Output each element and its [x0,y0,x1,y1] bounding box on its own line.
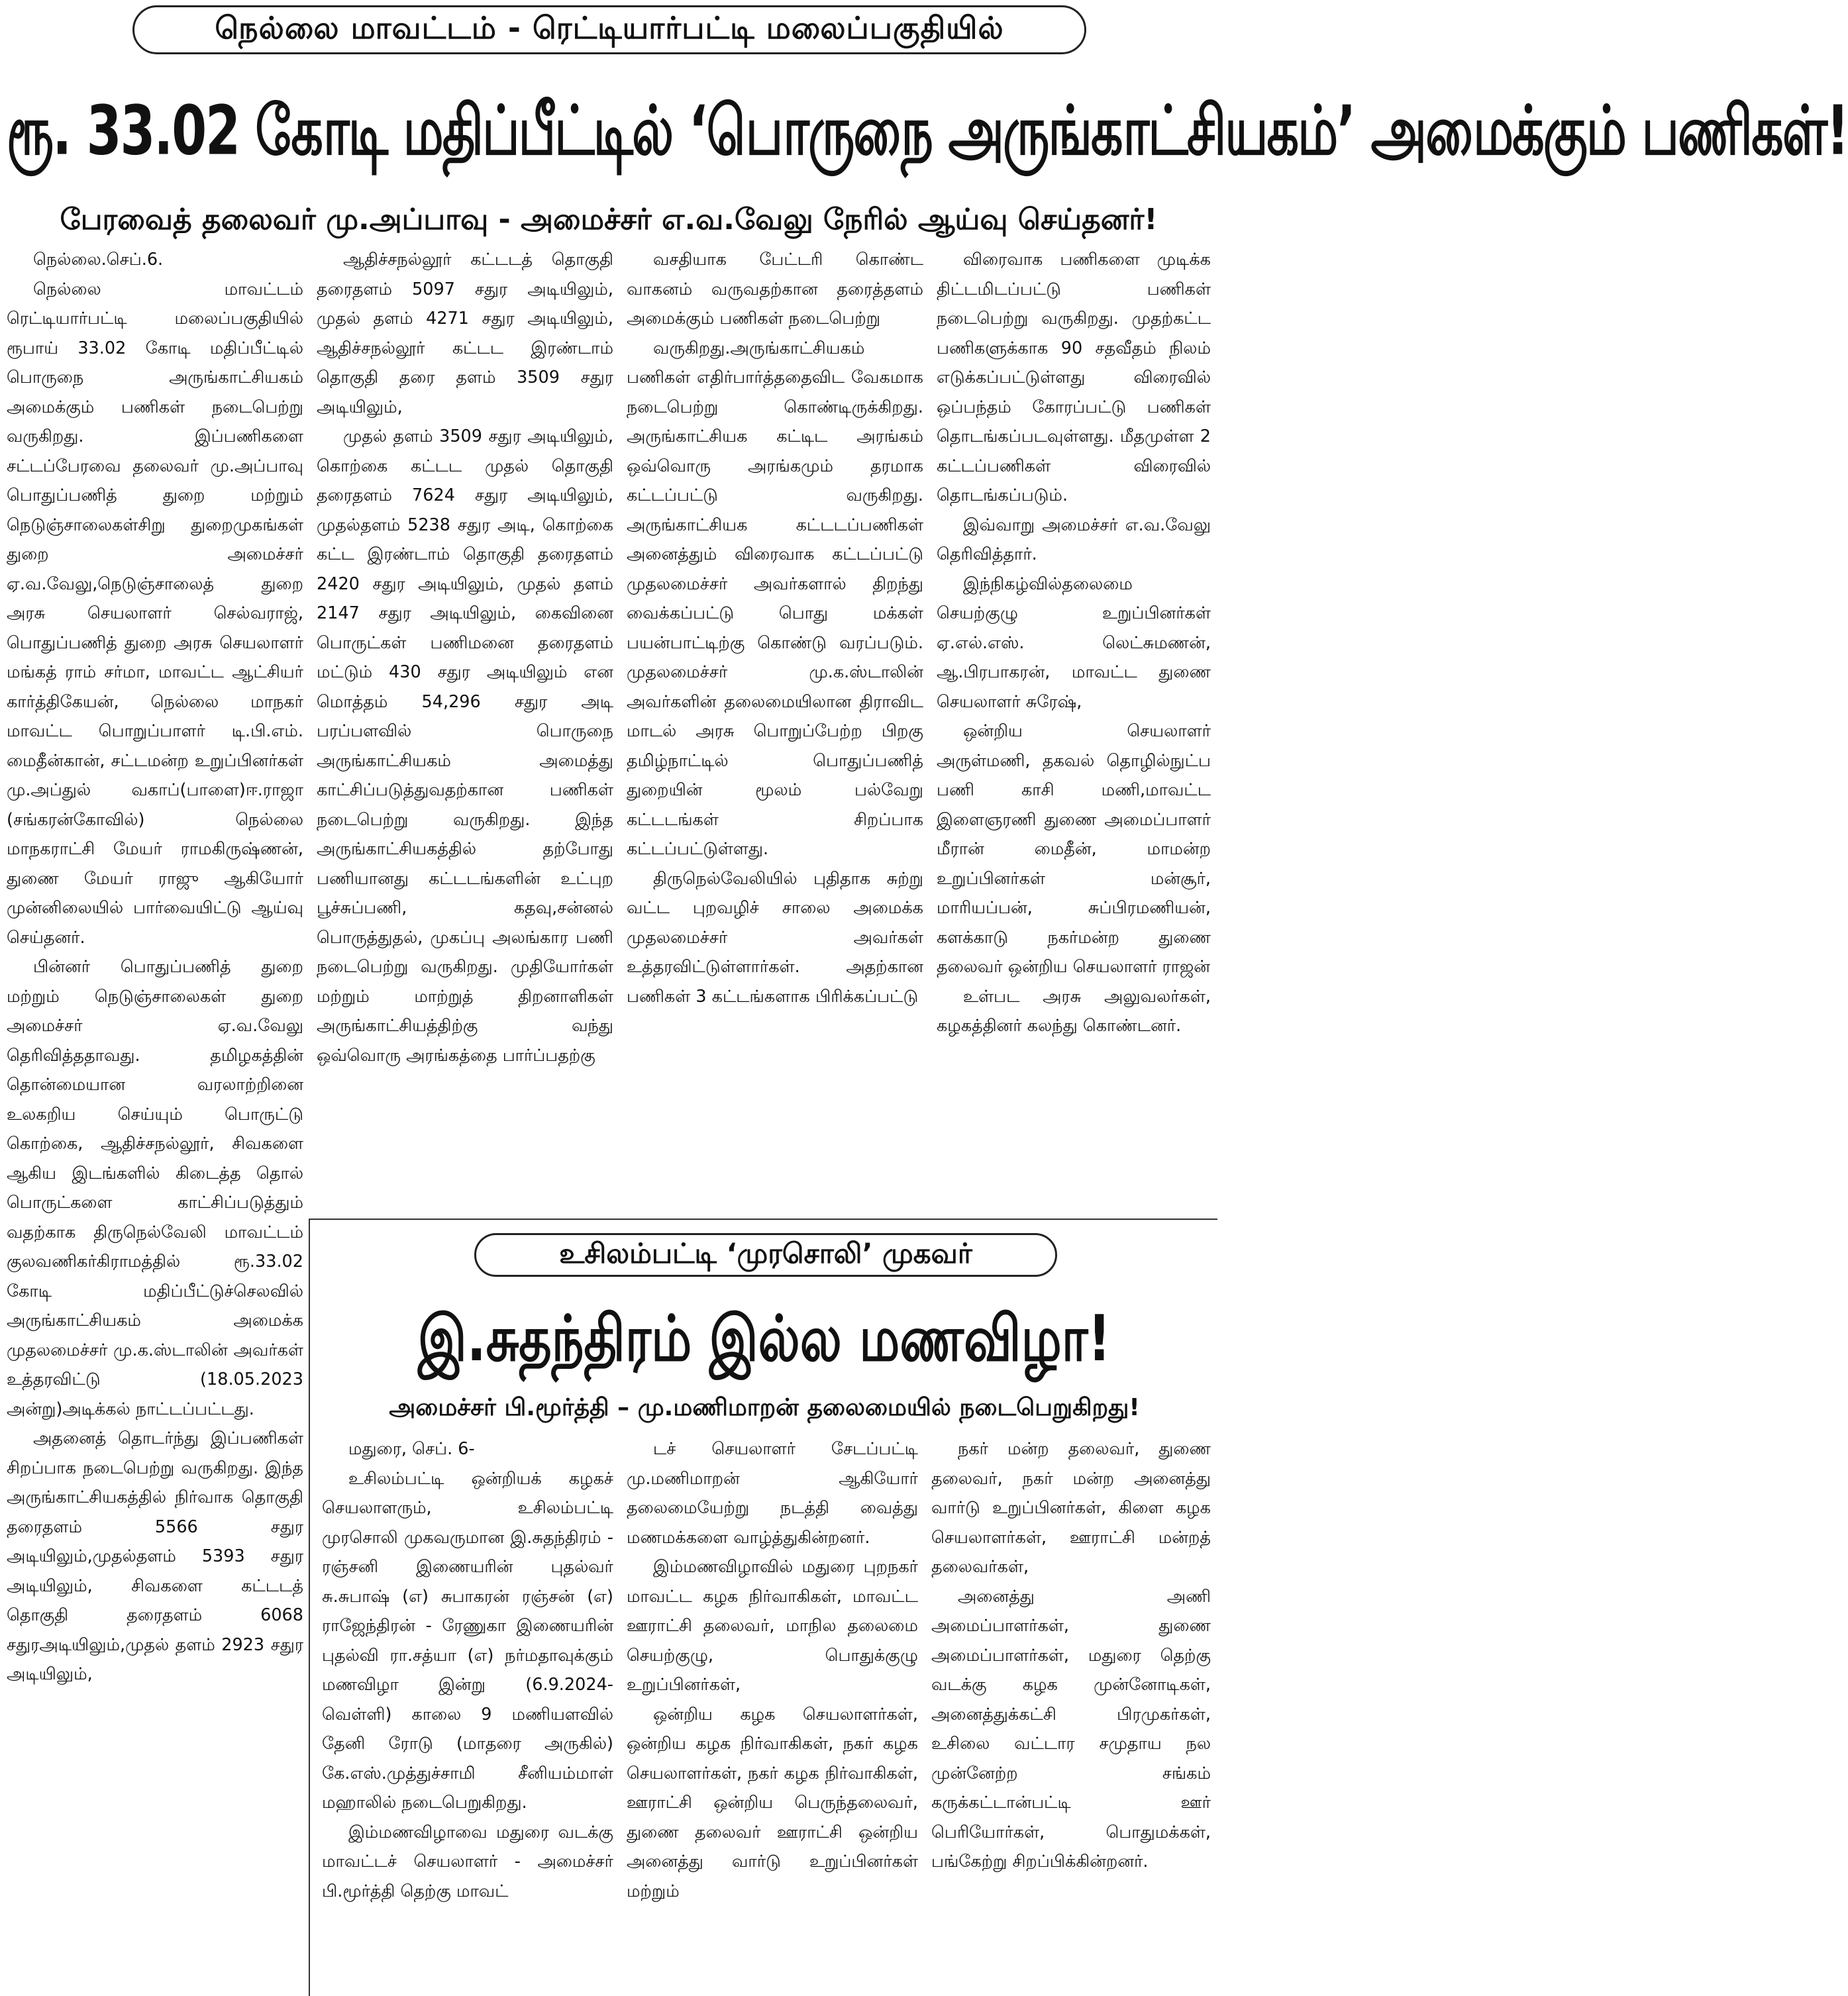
paragraph: திருநெல்வேலியில் புதிதாக சுற்று வட்ட புறவழிச் சாலை அமைக்க முதலமைச்சர் அவர்கள் உத்தரவிட்டுள்ளார்கள். அதற்கான பணிகள் 3 கட்டங்களாக பிரிக்கப்பட்டு [627,868,923,1007]
story2-headline: இ.சுதந்திரம் இல்ல மணவிழா! [417,1301,1111,1375]
paragraph: வசதியாக பேட்டரி கொண்ட வாகனம் வருவதற்கான தரைத்தளம் அமைக்கும் பணிகள் நடைபெற்று [627,250,923,328]
paragraph: இம்மணவிழாவை மதுரை வடக்கு மாவட்டச் செயலாளர் - அமைச்சர் பி.மூர்த்தி தெற்கு மாவட் [322,1822,613,1901]
story1-kicker: நெல்லை மாவட்டம் - ரெட்டியார்பட்டி மலைப்பகுதியில் [132,5,1086,54]
story2-subheadline: அமைச்சர் பி.மூர்த்தி – மு.மணிமாறன் தலைமையில் நடைபெறுகிறது! [389,1394,1140,1421]
paragraph: இம்மணவிழாவில் மதுரை புறநகர் மாவட்ட கழக நிர்வாகிகள், மாவட்ட ஊராட்சி தலைவர், மாநில தலைமை செயற்குழு, பொதுக்குழு உறுப்பினர்கள், [627,1557,918,1695]
story2-column-1 [322,1434,613,1993]
paragraph: ஒன்றிய செயலாளர் அருள்மணி, தகவல் தொழில்நுட்ப பணி காசி மணி,மாவட்ட இளைஞரணி துணை அமைப்பாளர் மீரான் மைதீன், மாமன்ற உறுப்பினர்கள் மன்சூர், மாரியப்பன், சுப்பிரமணியன், களக்காடு நகர்மன்ற துணை தலைவர் ஒன்றிய செயலாளர் ராஜன் [937,721,1211,977]
story1-dateline: நெல்லை.செப்.6. [33,250,164,270]
paragraph: டச் செயலாளர் சேடப்பட்டி மு.மணிமாறன் ஆகியோர் தலைமையேற்று நடத்தி வைத்து மணமக்களை வாழ்த்துகின்றனர். [627,1439,918,1548]
paragraph: உசிலம்பட்டி ஒன்றியக் கழகச் செயலாளரும், உசிலம்பட்டி முரசொலி முகவருமான இ.சுதந்திரம் - ரஞ்சனி இணையரின் புதல்வர் சு.சுபாஷ் (எ) சுபாகரன் ரஞ்சன் (எ) ராஜேந்திரன் - ரேணுகா இணையரின் புதல்வி ரா.சத்யா (எ) நர்மதாவுக்கும் மணவிழா இன்று (6.9.2024- வெள்ளி) காலை 9 மணியளவில் தேனி ரோடு (மாதரை அருகில்) கே.எஸ்.முத்துச்சாமி சீனியம்மாள் மஹாலில் நடைபெறுகிறது. [322,1468,613,1813]
paragraph: இந்நிகழ்வில்தலைமை செயற்குழு உறுப்பினர்கள் ஏ.எல்.எஸ். லெட்சுமணன், ஆ.பிரபாகரன், மாவட்ட துணை செயலாளர் சுரேஷ், [937,574,1211,712]
paragraph: முதல் தளம் 3509 சதுர அடியிலும், கொற்கை கட்டட முதல் தொகுதி தரைதளம் 7624 சதுர அடியிலும், முதல்தளம் 5238 சதுர அடி, கொற்கை கட்ட இரண்டாம் தொகுதி தரைதளம் 2420 சதுர அடியிலும், முதல் தளம் 2147 சதுர அடியிலும், கைவினை பொருட்கள் பணிமனை தரைதளம் மட்டும் 430 சதுர அடியிலும் என மொத்தம் 54,296 சதுர அடி பரப்பளவில் பொருநை அருங்காட்சியகம் அமைத்து காட்சிப்படுத்துவதற்கான பணிகள் நடைபெற்று வருகிறது. இந்த அருங்காட்சியகத்தில் தற்போது பணியானது கட்டடங்களின் உட்புற பூச்சுப்பணி, கதவு,சன்னல் பொருத்துதல், முகப்பு அலங்கார பணி நடைபெற்று வருகிறது. முதியோர்கள் மற்றும் மாற்றுத் திறனாளிகள் அருங்காட்சியத்திற்கு வந்து ஒவ்வொரு அரங்கத்தை பார்ப்பதற்கு [317,426,613,1066]
paragraph: அதனைத் தொடர்ந்து இப்பணிகள் சிறப்பாக நடைபெற்று வருகிறது. இந்த அருங்காட்சியகத்தில் நிர்வாக தொகுதி தரைதளம் 5566 சதுர அடியிலும்,முதல்தளம் 5393 சதுர அடியிலும், சிவகளை கட்டடத் தொகுதி தரைதளம் 6068 சதுரஅடியிலும்,முதல் தளம் 2923 சதுர அடியிலும், [7,1428,303,1684]
paragraph: இவ்வாறு அமைச்சர் எ.வ.வேலு தெரிவித்தார். [937,515,1211,564]
paragraph: பின்னர் பொதுப்பணித் துறை மற்றும் நெடுஞ்சாலைகள் துறை அமைச்சர் ஏ.வ.வேலு தெரிவித்ததாவது. தமிழகத்தின் தொன்மையான வரலாற்றினை உலகறிய செய்யும் பொருட்டு கொற்கை, ஆதிச்சநல்லூர், சிவகளை ஆகிய இடங்களில் கிடைத்த தொல் பொருட்களை காட்சிப்படுத்தும் வதற்காக திருநெல்வேலி மாவட்டம் குலவணிகர்கிராமத்தில் ரூ.33.02 கோடி மதிப்பீட்டுச்செலவில் அருங்காட்சியகம் அமைக்க முதலமைச்சர் மு.க.ஸ்டாலின் அவர்கள் உத்தரவிட்டு (18.05.2023 அன்று)அடிக்கல் நாட்டப்பட்டது. [7,957,303,1419]
paragraph: வருகிறது.அருங்காட்சியகம் பணிகள் எதிர்பார்த்ததைவிட வேகமாக நடைபெற்று கொண்டிருக்கிறது. அருங்காட்சியக கட்டிட அரங்கம் ஒவ்வொரு அரங்கமும் தரமாக கட்டப்பட்டு வருகிறது. அருங்காட்சியக கட்டடப்பணிகள் அனைத்தும் விரைவாக கட்டப்பட்டு முதலமைச்சர் அவர்களால் திறந்து வைக்கப்பட்டு பொது மக்கள் பயன்பாட்டிற்கு கொண்டு வரப்படும். முதலமைச்சர் மு.க.ஸ்டாலின் அவர்களின் தலைமையிலான திராவிட மாடல் அரசு பொறுப்பேற்ற பிறகு தமிழ்நாட்டில் பொதுப்பணித் துறையின் மூலம் பல்வேறு கட்டடங்கள் சிறப்பாக கட்டப்பட்டுள்ளது. [627,338,923,859]
paragraph: உள்பட அரசு அலுவலர்கள், கழகத்தினர் கலந்து கொண்டனர். [937,986,1211,1036]
story2-column-3 [931,1434,1211,1993]
story2-dateline: மதுரை, செப். 6- [348,1439,475,1459]
story1-column-3 [627,245,923,1212]
story1-column-1 [7,245,303,1993]
paragraph: நெல்லை மாவட்டம் ரெட்டியார்பட்டி மலைப்பகுதியில் ரூபாய் 33.02 கோடி மதிப்பீட்டில் பொருநை அருங்காட்சியகம் அமைக்கும் பணிகள் நடைபெற்று வருகிறது. இப்பணிகளை சட்டப்பேரவை தலைவர் மு.அப்பாவு பொதுப்பணித் துறை மற்றும் நெடுஞ்சாலைகள்சிறு துறைமுகங்கள் துறை அமைச்சர் ஏ.வ.வேலு,நெடுஞ்சாலைத் துறை அரசு செயலாளர் செல்வராஜ், பொதுப்பணித் துறை அரசு செயலாளர் மங்கத் ராம் சர்மா, மாவட்ட ஆட்சியர் கார்த்திகேயன், நெல்லை மாநகர் மாவட்ட பொறுப்பாளர் டி.பி.எம். மைதீன்கான், சட்டமன்ற உறுப்பினர்கள் மு.அப்துல் வகாப்(பாளை)ஈ.ராஜா (சங்கரன்கோவில்) நெல்லை மாநகராட்சி மேயர் ராமகிருஷ்ணன், துணை மேயர் ராஜு ஆகியோர் முன்னிலையில் பார்வையிட்டு ஆய்வு செய்தனர். [7,279,303,948]
story1-column-2 [317,245,613,1212]
story2-box-top-rule [309,1219,1217,1220]
story2-kicker: உசிலம்பட்டி ‘முரசொலி’ முகவர் [474,1233,1057,1277]
paragraph: நகர் மன்ற தலைவர், துணை தலைவர், நகர் மன்ற அனைத்து வார்டு உறுப்பினர்கள், கிளை கழக செயலாளர்கள், ஊராட்சி மன்றத் தலைவர்கள், [931,1439,1211,1577]
story2-column-2 [627,1434,918,1993]
story1-subheadline: பேரவைத் தலைவர் மு.அப்பாவு - அமைச்சர் எ.வ.வேலு நேரில் ஆய்வு செய்தனர்! [60,203,1158,236]
story1-headline: ரூ. 33.02 கோடி மதிப்பீட்டில் ‘பொருநை அருங்காட்சியகம்’ அமைக்கும் பணிகள்! [7,90,1848,170]
paragraph: ஒன்றிய கழக செயலாளர்கள், ஒன்றிய கழக நிர்வாகிகள், நகர் கழக செயலாளர்கள், நகர் கழக நிர்வாகிகள், ஊராட்சி ஒன்றிய பெருந்தலைவர், துணை தலைவர் ஊராட்சி ஒன்றிய அனைத்து வார்டு உறுப்பினர்கள் மற்றும் [627,1704,918,1901]
story2-box-left-rule [309,1219,310,1996]
story1-column-4 [937,245,1211,1212]
paragraph: அனைத்து அணி அமைப்பாளர்கள், துணை அமைப்பாளர்கள், மதுரை தெற்கு வடக்கு கழக முன்னோடிகள், அனைத்துக்கட்சி பிரமுகர்கள், உசிலை வட்டார சமுதாய நல முன்னேற்ற சங்கம் கருக்கட்டான்பட்டி ஊர் பெரியோர்கள், பொதுமக்கள், பங்கேற்று சிறப்பிக்கின்றனர். [931,1586,1211,1871]
paragraph: விரைவாக பணிகளை முடிக்க திட்டமிடப்பட்டு பணிகள் நடைபெற்று வருகிறது. முதற்கட்ட பணிகளுக்காக 90 சதவீதம் நிலம் எடுக்கப்பட்டுள்ளது விரைவில் ஒப்பந்தம் கோரப்பட்டு பணிகள் தொடங்கப்படவுள்ளது. மீதமுள்ள 2 கட்டப்பணிகள் விரைவில் தொடங்கப்படும். [937,250,1211,505]
paragraph: ஆதிச்சநல்லூர் கட்டடத் தொகுதி தரைதளம் 5097 சதுர அடியிலும், முதல் தளம் 4271 சதுர அடியிலும், ஆதிச்சநல்லூர் கட்டட இரண்டாம் தொகுதி தரை தளம் 3509 சதுர அடியிலும், [317,250,613,417]
